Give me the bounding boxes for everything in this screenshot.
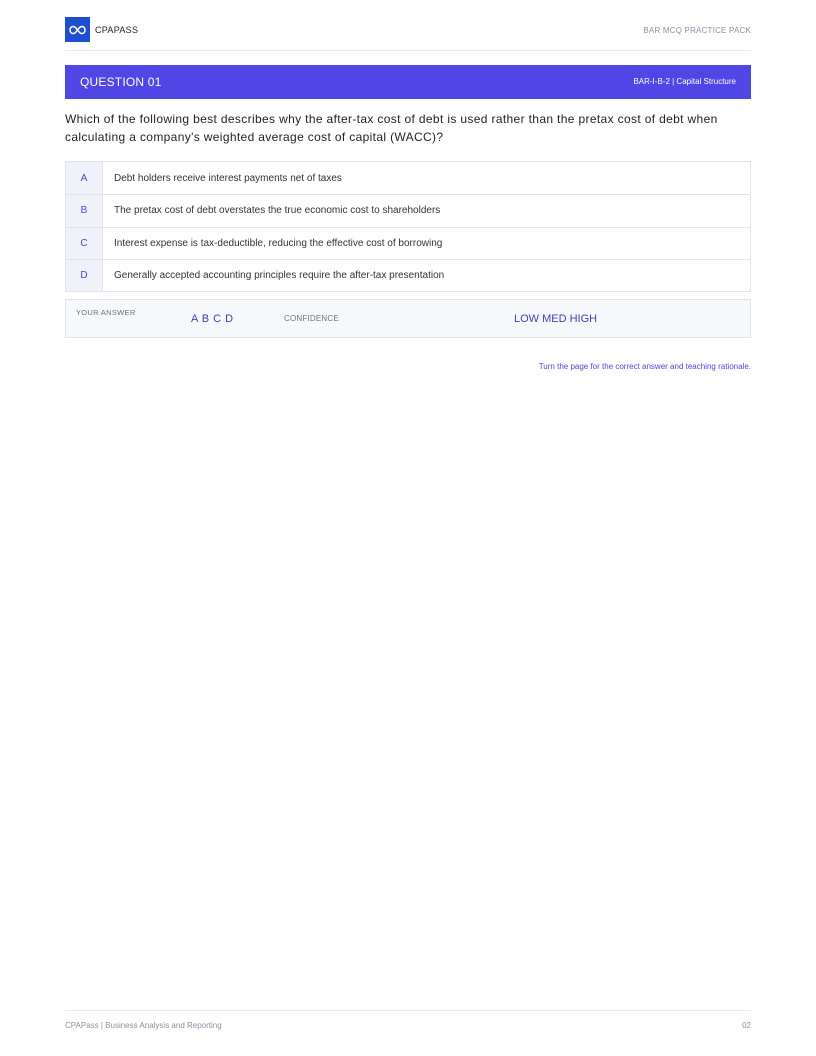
choice-letter: C (66, 228, 103, 259)
your-answer-label: YOUR ANSWER (76, 308, 136, 317)
page-header (65, 17, 751, 51)
choice-text: The pretax cost of debt overstates the true economic cost to shareholders (114, 205, 441, 217)
choice-d[interactable] (66, 259, 750, 291)
page-footer (65, 1010, 751, 1040)
infinity-icon (69, 25, 86, 35)
brand-name: CPAPASS (95, 25, 139, 35)
page-number: 02 (742, 1021, 751, 1030)
brand-logo (65, 17, 90, 42)
answer-options[interactable]: A B C D (191, 313, 234, 325)
choice-a[interactable] (66, 162, 750, 194)
choice-text: Interest expense is tax-deductible, reducing the effective cost of borrowing (114, 237, 443, 249)
question-header-bar (65, 65, 751, 99)
choice-text: Debt holders receive interest payments net of taxes (114, 172, 342, 184)
turn-page-note: Turn the page for the correct answer and teaching rationale. (538, 362, 751, 371)
choice-letter: A (66, 162, 103, 194)
confidence-label: CONFIDENCE (284, 314, 339, 323)
answer-record-box (65, 299, 751, 338)
choice-c[interactable] (66, 227, 750, 259)
question-number: QUESTION 01 (80, 75, 162, 89)
choice-text: Generally accepted accounting principles require the after-tax presentation (114, 269, 445, 281)
answer-choices (65, 161, 751, 292)
footer-course: CPAPass | Business Analysis and Reporting (65, 1021, 222, 1030)
question-topic-tag: BAR-I-B-2 | Capital Structure (633, 77, 736, 86)
pack-title: BAR MCQ PRACTICE PACK (643, 26, 751, 35)
choice-letter: D (66, 260, 103, 291)
question-stem: Which of the following best describes why the after-tax cost of debt is used rather than the pretax cost of debt when calculating a company's weighted average cost of capital (WACC)? (65, 112, 718, 144)
confidence-options[interactable]: LOW MED HIGH (514, 313, 598, 325)
choice-letter: B (66, 195, 103, 226)
choice-b[interactable] (66, 194, 750, 226)
